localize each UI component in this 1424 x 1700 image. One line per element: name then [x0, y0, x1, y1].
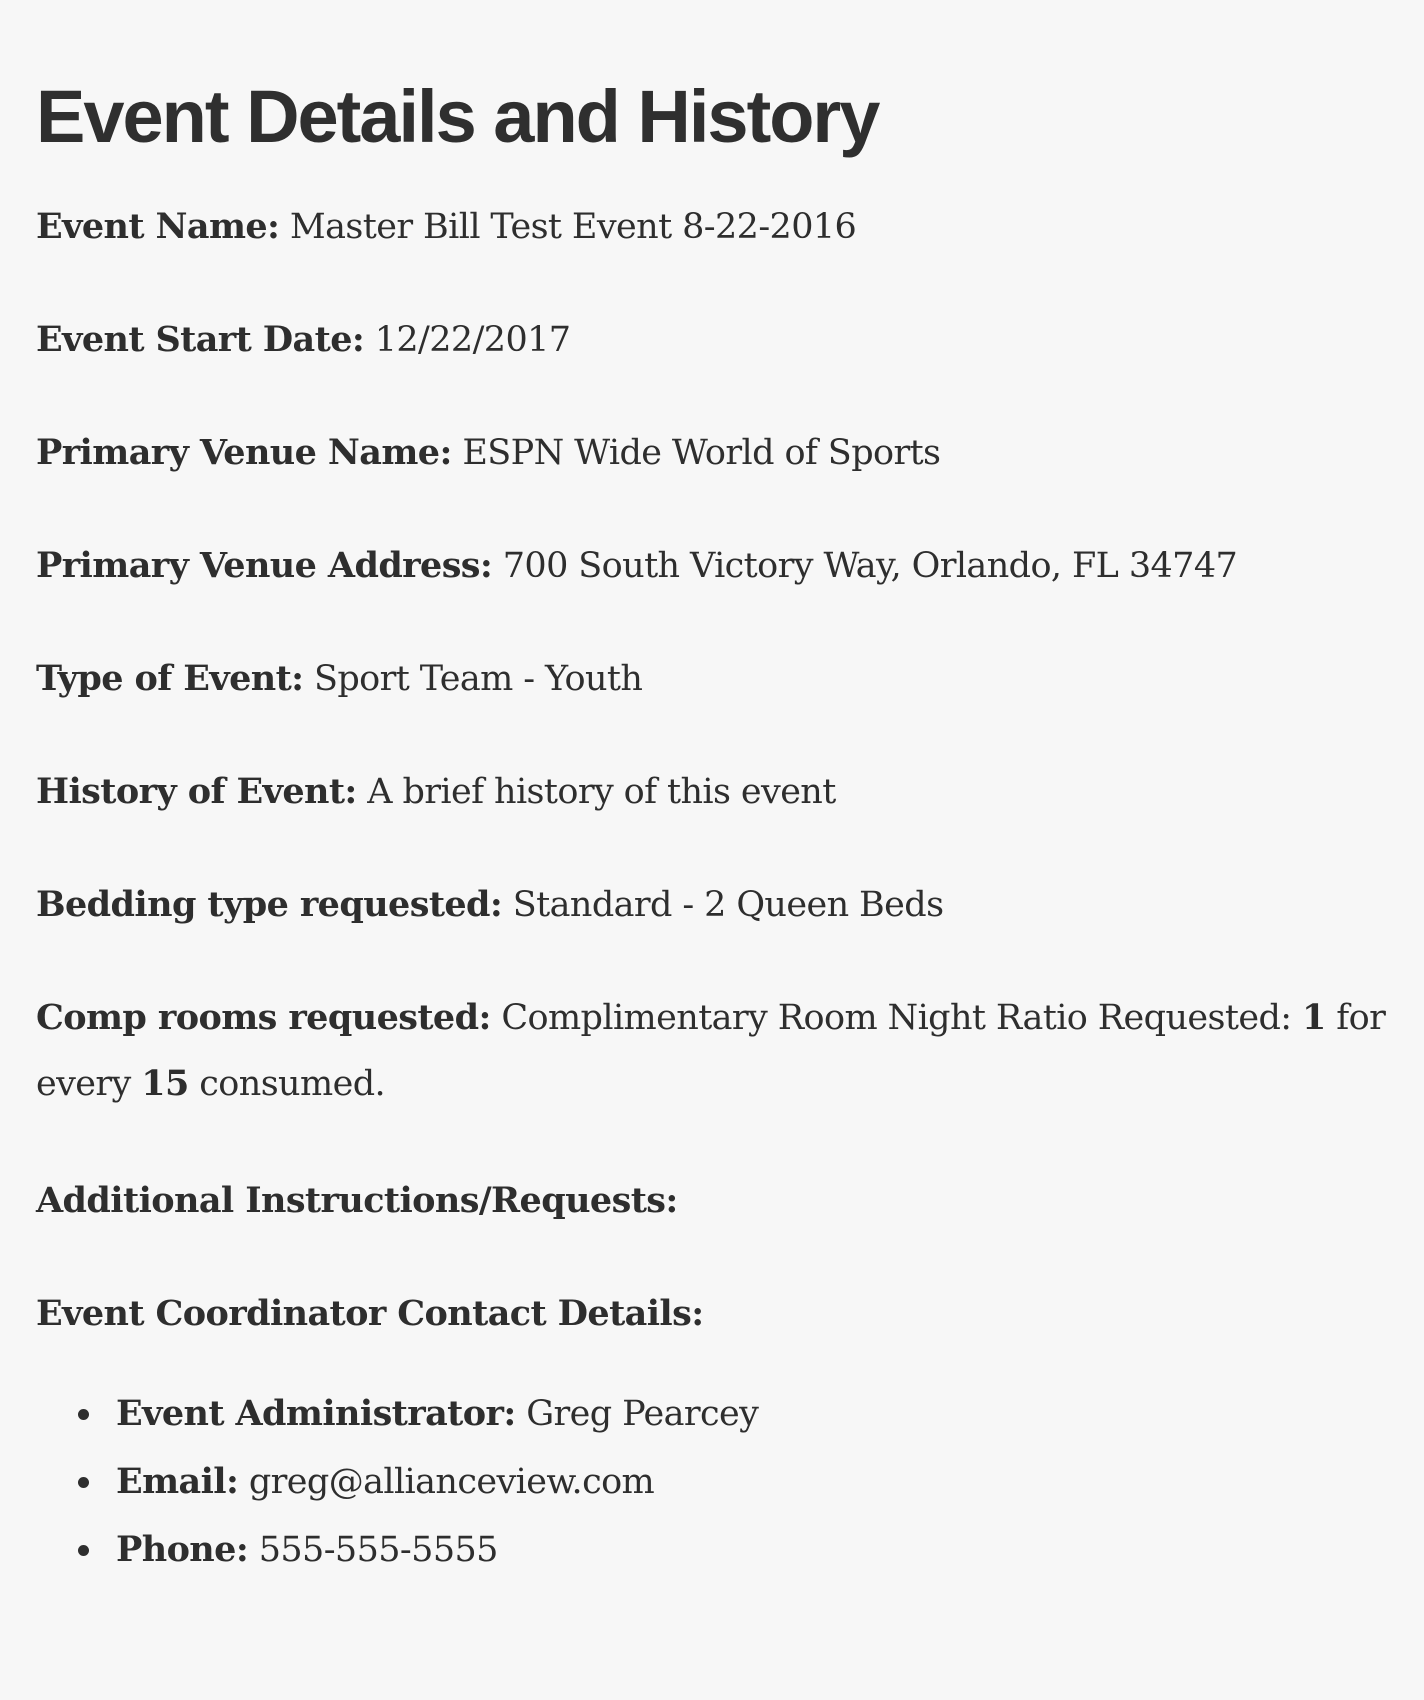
comp-rooms-ratio-comp: 1 [1302, 997, 1326, 1038]
event-start-date-value: 12/22/2017 [374, 320, 571, 360]
primary-venue-address-label: Primary Venue Address: [36, 545, 493, 586]
primary-venue-address-value: 700 South Victory Way, Orlando, FL 34747 [502, 546, 1238, 586]
event-name-value: Master Bill Test Event 8-22-2016 [289, 207, 857, 247]
comp-rooms-label: Comp rooms requested: [36, 997, 491, 1038]
additional-instructions-label: Additional Instructions/Requests: [36, 1180, 678, 1221]
coordinator-heading-row [36, 1281, 1388, 1347]
contact-email-label: Email: [116, 1461, 239, 1502]
primary-venue-name-row [36, 420, 1388, 486]
event-start-date-row [36, 307, 1388, 373]
primary-venue-address-row [36, 533, 1388, 599]
event-name-row [36, 194, 1388, 260]
history-of-event-value: A brief history of this event [367, 772, 836, 812]
bullet-icon [78, 1409, 89, 1420]
comp-rooms-ratio-consumed: 15 [141, 1063, 189, 1104]
bedding-type-label: Bedding type requested: [36, 884, 503, 925]
type-of-event-value: Sport Team - Youth [314, 659, 643, 699]
contact-administrator-label: Event Administrator: [116, 1393, 516, 1434]
event-details-list [36, 194, 1388, 1584]
coordinator-contact-list [36, 1380, 1388, 1584]
bullet-icon [78, 1477, 89, 1488]
contact-phone-value: 555-555-5555 [258, 1530, 498, 1570]
contact-phone-label: Phone: [116, 1529, 249, 1570]
contact-administrator-value: Greg Pearcey [526, 1394, 759, 1434]
additional-instructions-row [36, 1168, 1388, 1234]
primary-venue-name-label: Primary Venue Name: [36, 432, 452, 473]
history-of-event-label: History of Event: [36, 771, 357, 812]
coordinator-heading-label: Event Coordinator Contact Details: [36, 1293, 704, 1334]
contact-item-email [78, 1448, 1388, 1516]
comp-rooms-text-after: consumed. [199, 1064, 386, 1104]
contact-email-value: greg@allianceview.com [248, 1462, 655, 1502]
primary-venue-name-value: ESPN Wide World of Sports [462, 433, 941, 473]
type-of-event-label: Type of Event: [36, 658, 304, 699]
event-name-label: Event Name: [36, 206, 280, 247]
bedding-type-value: Standard - 2 Queen Beds [512, 885, 944, 925]
comp-rooms-text-middle: for every [36, 998, 1386, 1104]
event-start-date-label: Event Start Date: [36, 319, 365, 360]
type-of-event-row [36, 646, 1388, 712]
bullet-icon [78, 1545, 89, 1556]
comp-rooms-row [36, 985, 1388, 1117]
comp-rooms-text-before: Complimentary Room Night Ratio Requested: [501, 998, 1292, 1038]
contact-item-phone [78, 1516, 1388, 1584]
bedding-type-row [36, 872, 1388, 938]
page-title: Event Details and History [36, 75, 879, 158]
history-of-event-row [36, 759, 1388, 825]
contact-item-administrator [78, 1380, 1388, 1448]
